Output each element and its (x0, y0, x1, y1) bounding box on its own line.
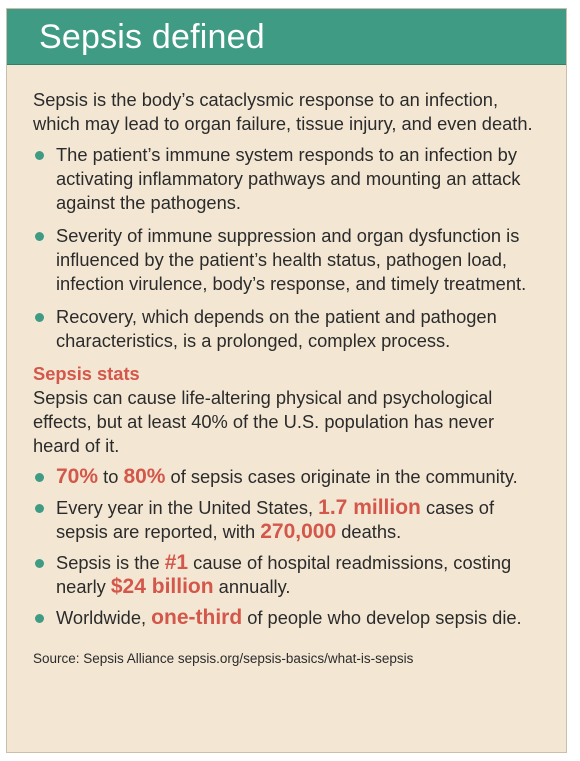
stat-text: deaths. (336, 521, 402, 542)
source-citation: Source: Sepsis Alliance sepsis.org/sepsis-basics/what-is-sepsis (33, 651, 414, 666)
stat-text: cause of hospital readmissions, costing nearly (56, 552, 512, 597)
bullet-dot-icon (35, 614, 44, 623)
bullet-dot-icon (35, 559, 44, 568)
header-bar (7, 9, 566, 65)
stats-heading: Sepsis stats (33, 363, 140, 384)
intro-paragraph: Sepsis is the body’s cataclysmic response to an infection, which may lead to organ failure, tissue injury, and even death. (33, 89, 533, 134)
bullet-dot-icon (35, 232, 44, 241)
list-item (33, 143, 545, 215)
stats-list (33, 465, 545, 630)
bullet-dot-icon (35, 504, 44, 513)
stat-highlight: $24 billion (110, 575, 214, 598)
stat-text: Every year in the United States, (56, 497, 319, 518)
list-item (33, 551, 545, 599)
list-item (33, 465, 545, 489)
stat-highlight: 80% (123, 465, 166, 488)
stat-highlight: 270,000 (260, 520, 337, 543)
definition-list (33, 143, 545, 353)
page-title: Sepsis defined (39, 18, 265, 56)
stat-text: cases of sepsis are reported, with (56, 497, 495, 542)
stat-text: Worldwide, (56, 607, 152, 628)
stat-text: Sepsis is the (56, 552, 165, 573)
stat-highlight: one-third (151, 606, 243, 629)
list-item-text: The patient’s immune system responds to an infection by activating inflammatory pathways and mounting an attack against the pathogens. (56, 144, 521, 213)
list-item (33, 224, 545, 296)
stat-highlight: 70% (56, 465, 99, 488)
bullet-dot-icon (35, 151, 44, 160)
bullet-dot-icon (35, 473, 44, 482)
stat-highlight: 1.7 million (318, 496, 421, 519)
list-item (33, 496, 545, 544)
list-item-text: Severity of immune suppression and organ dysfunction is influenced by the patient’s health status, pathogen load, infection virulence, body’s response, and timely treatment. (56, 225, 527, 294)
stat-text: of people who develop sepsis die. (242, 607, 522, 628)
list-item-text: Recovery, which depends on the patient and pathogen characteristics, is a prolonged, complex process. (56, 306, 497, 351)
list-item (33, 606, 545, 630)
stats-intro: Sepsis can cause life-altering physical and psychological effects, but at least 40% of the U.S. population has never heard of it. (33, 387, 495, 456)
sidebar-box (6, 8, 567, 753)
content (33, 88, 545, 667)
stat-highlight: #1 (164, 551, 189, 574)
list-item (33, 305, 545, 353)
stat-text: of sepsis cases originate in the community. (165, 466, 518, 487)
bullet-dot-icon (35, 313, 44, 322)
stat-text: annually. (213, 576, 291, 597)
stat-text: to (98, 466, 124, 487)
